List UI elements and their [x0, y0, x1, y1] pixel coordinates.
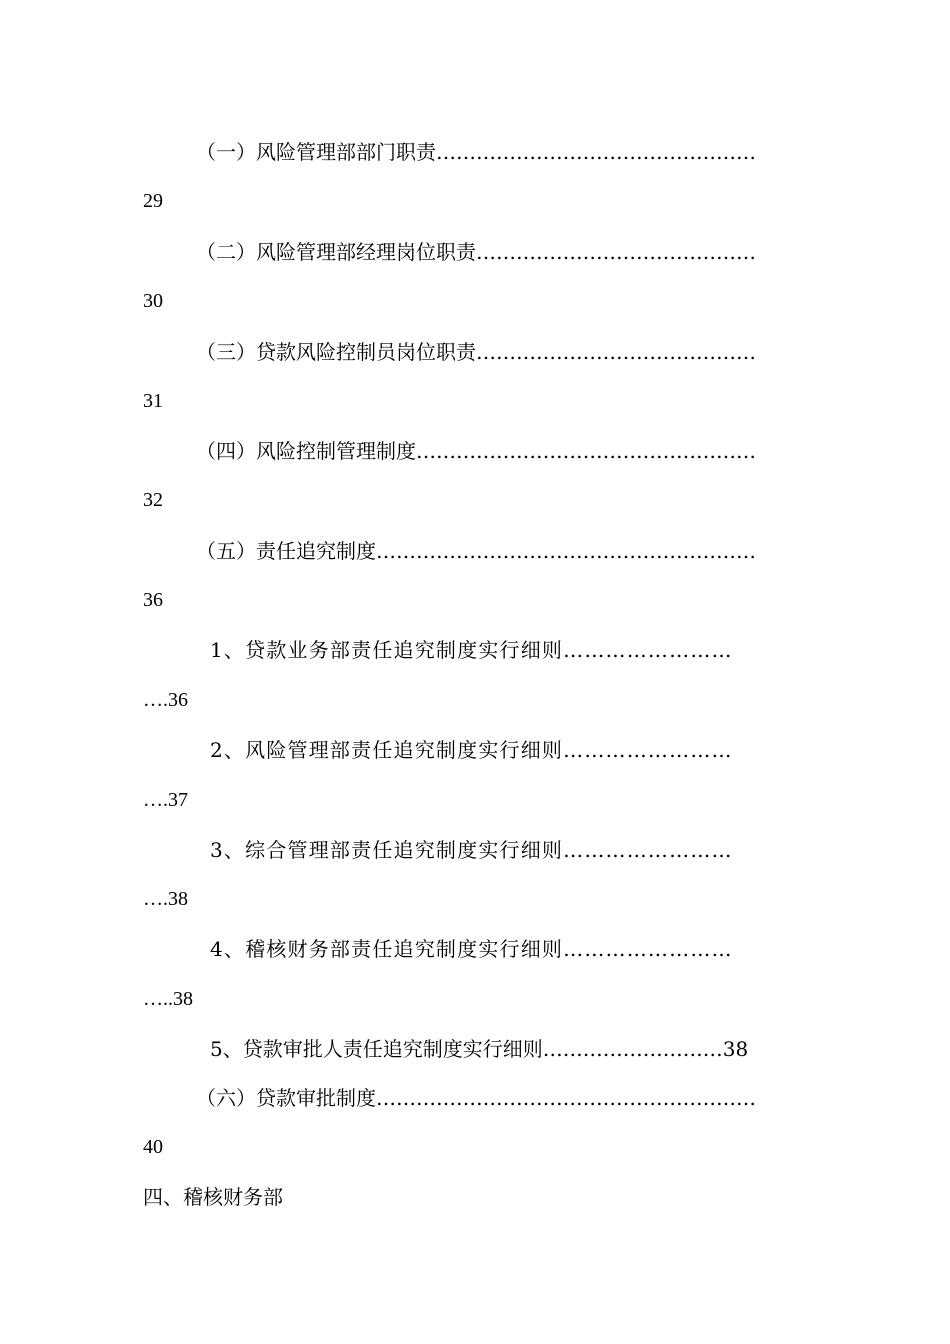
toc-page-number: 40 — [143, 1136, 163, 1158]
toc-subentry-audit-finance-dept: 4、稽核财务部责任追究制度实行细则…………………… — [210, 937, 733, 961]
toc-entry-loan-risk-controller-duties: （三）贷款风险控制员岗位职责…………………………………… — [196, 340, 756, 364]
toc-entry-loan-approval-system: （六）贷款审批制度………………………………………………… — [196, 1086, 756, 1110]
toc-page-number: ….38 — [143, 888, 188, 910]
toc-page-number: 36 — [143, 589, 163, 611]
toc-subentry-loan-business-dept: 1、贷款业务部责任追究制度实行细则…………………… — [210, 638, 733, 662]
toc-subentry-loan-approver: 5、贷款审批人责任追究制度实行细则………………………38 — [210, 1037, 749, 1061]
toc-entry-risk-manager-duties: （二）风险管理部经理岗位职责…………………………………… — [196, 240, 756, 264]
toc-subentry-risk-mgmt-dept: 2、风险管理部责任追究制度实行细则…………………… — [210, 738, 733, 762]
toc-page-number: 32 — [143, 489, 163, 511]
toc-entry-accountability-system: （五）责任追究制度………………………………………………… — [196, 539, 756, 563]
toc-entry-risk-control-system: （四）风险控制管理制度…………………………………………… — [196, 439, 756, 463]
toc-page-number: ….36 — [143, 689, 188, 711]
toc-page-number: 29 — [143, 190, 163, 212]
toc-entry-risk-dept-duties: （一）风险管理部部门职责………………………………………… — [196, 140, 756, 164]
toc-section-heading-audit-finance: 四、稽核财务部 — [143, 1185, 283, 1209]
toc-page-number: 30 — [143, 290, 163, 312]
toc-page-number: ….37 — [143, 789, 188, 811]
toc-page-number: …..38 — [143, 988, 193, 1010]
toc-page-number: 31 — [143, 390, 163, 412]
toc-subentry-general-mgmt-dept: 3、综合管理部责任追究制度实行细则…………………… — [210, 838, 733, 862]
